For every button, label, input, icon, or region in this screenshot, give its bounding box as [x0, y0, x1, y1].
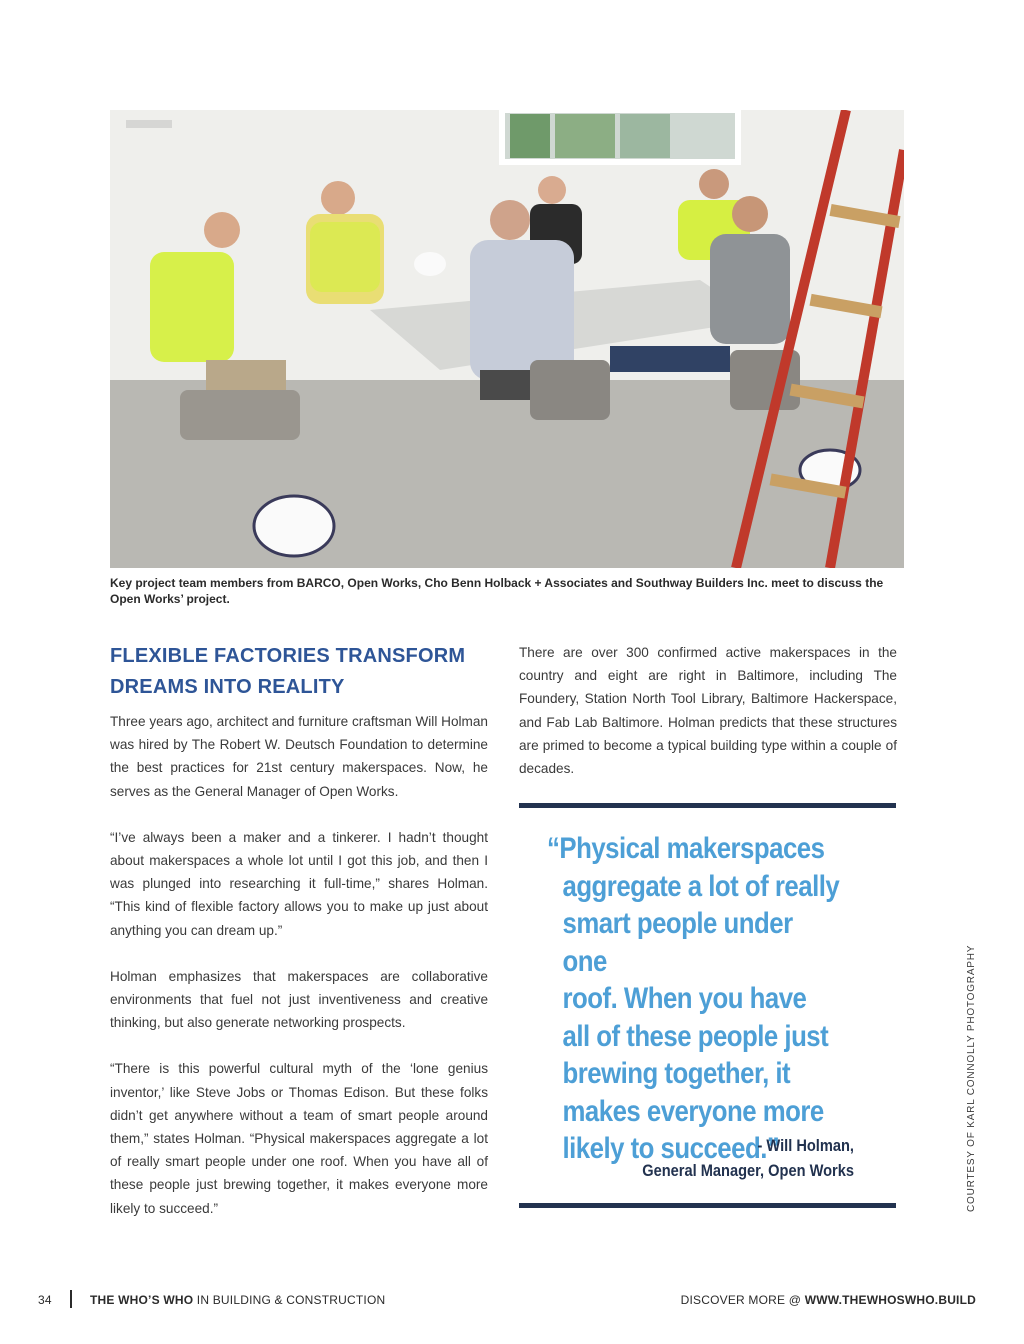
photo-credit: COURTESY OF KARL CONNOLLY PHOTOGRAPHY: [966, 944, 977, 1212]
discover-more: [681, 1293, 976, 1307]
article-photo: [110, 110, 904, 568]
attribution-name: - Will Holman,: [757, 1136, 854, 1155]
publication-name: [90, 1293, 385, 1307]
pullquote-line: smart people under one: [562, 907, 793, 978]
paragraph: “I’ve always been a maker and a tinkerer. I hadn’t thought about makerspaces a whole lot until I got this job, and then I was plunged into researching it full-time,” shares Holman. “This kind of flexible factory allows you to make up just about anything you can dream up.”: [110, 829, 488, 938]
pullquote-attribution: [601, 1133, 854, 1183]
pullquote-line: all of these people just: [562, 1019, 829, 1053]
photo-team-meeting-illustration: [110, 110, 904, 568]
footer-divider: [70, 1290, 72, 1308]
page-number: 34: [38, 1293, 52, 1307]
pullquote-top-rule: [519, 803, 896, 808]
heading-line-1: FLEXIBLE FACTORIES TRANSFORM: [110, 645, 466, 667]
attribution-title: General Manager, Open Works: [642, 1161, 854, 1180]
paragraph: “There is this powerful cultural myth of the ‘lone genius inventor,’ like Steve Jobs or Thomas Edison. But these folks didn’t get anywhere without a team of smart people around them,” states Holman. “Physical makerspaces aggregate a lot of really smart people under one roof. When you have all of these people just brewing together, it makes everyone more likely to succeed.”: [110, 1061, 488, 1216]
article-heading: [110, 641, 490, 703]
pullquote-line: makes everyone more: [562, 1094, 824, 1128]
pullquote-line: “Physical makerspaces: [547, 832, 825, 865]
discover-text: DISCOVER MORE @: [680, 1293, 805, 1307]
pullquote-bottom-rule: [519, 1203, 896, 1208]
publication-bold: THE WHO’S WHO: [90, 1293, 194, 1307]
pullquote-line: roof. When you have: [562, 982, 807, 1015]
pullquote: [547, 830, 839, 1168]
heading-line-2: DREAMS INTO REALITY: [110, 676, 345, 698]
paragraph: Holman emphasizes that makerspaces are collaborative environments that fuel not just inventiveness and creative thinking, but also generate networking prospects.: [110, 968, 488, 1031]
pullquote-line: aggregate a lot of really: [562, 869, 840, 903]
article-body-left: [110, 710, 488, 1243]
pullquote-line: likely to succeed.”: [562, 1132, 780, 1165]
article-body-right: [519, 641, 897, 803]
publication-rest: IN BUILDING & CONSTRUCTION: [193, 1293, 386, 1307]
paragraph: Three years ago, architect and furniture craftsman Will Holman was hired by The Robert W. Deutsch Foundation to determine the best practices for 21st century makerspaces. Now, he serves as the General Manager of Open Works.: [110, 714, 488, 799]
website-link[interactable]: WWW.THEWHOSWHO.BUILD: [804, 1293, 976, 1307]
pullquote-line: brewing together, it: [562, 1057, 791, 1090]
paragraph: There are over 300 confirmed active makerspaces in the country and eight are right in Baltimore, including The Foundery, Station North Tool Library, Baltimore Hackerspace, and Fab Lab Baltimore. Holman predicts that these structures are primed to become a typical building type within a couple of decades.: [519, 645, 897, 777]
photo-caption: Key project team members from BARCO, Open Works, Cho Benn Holback + Associates and Southway Builders Inc. meet to discuss the Open Works’ project.: [110, 576, 884, 606]
